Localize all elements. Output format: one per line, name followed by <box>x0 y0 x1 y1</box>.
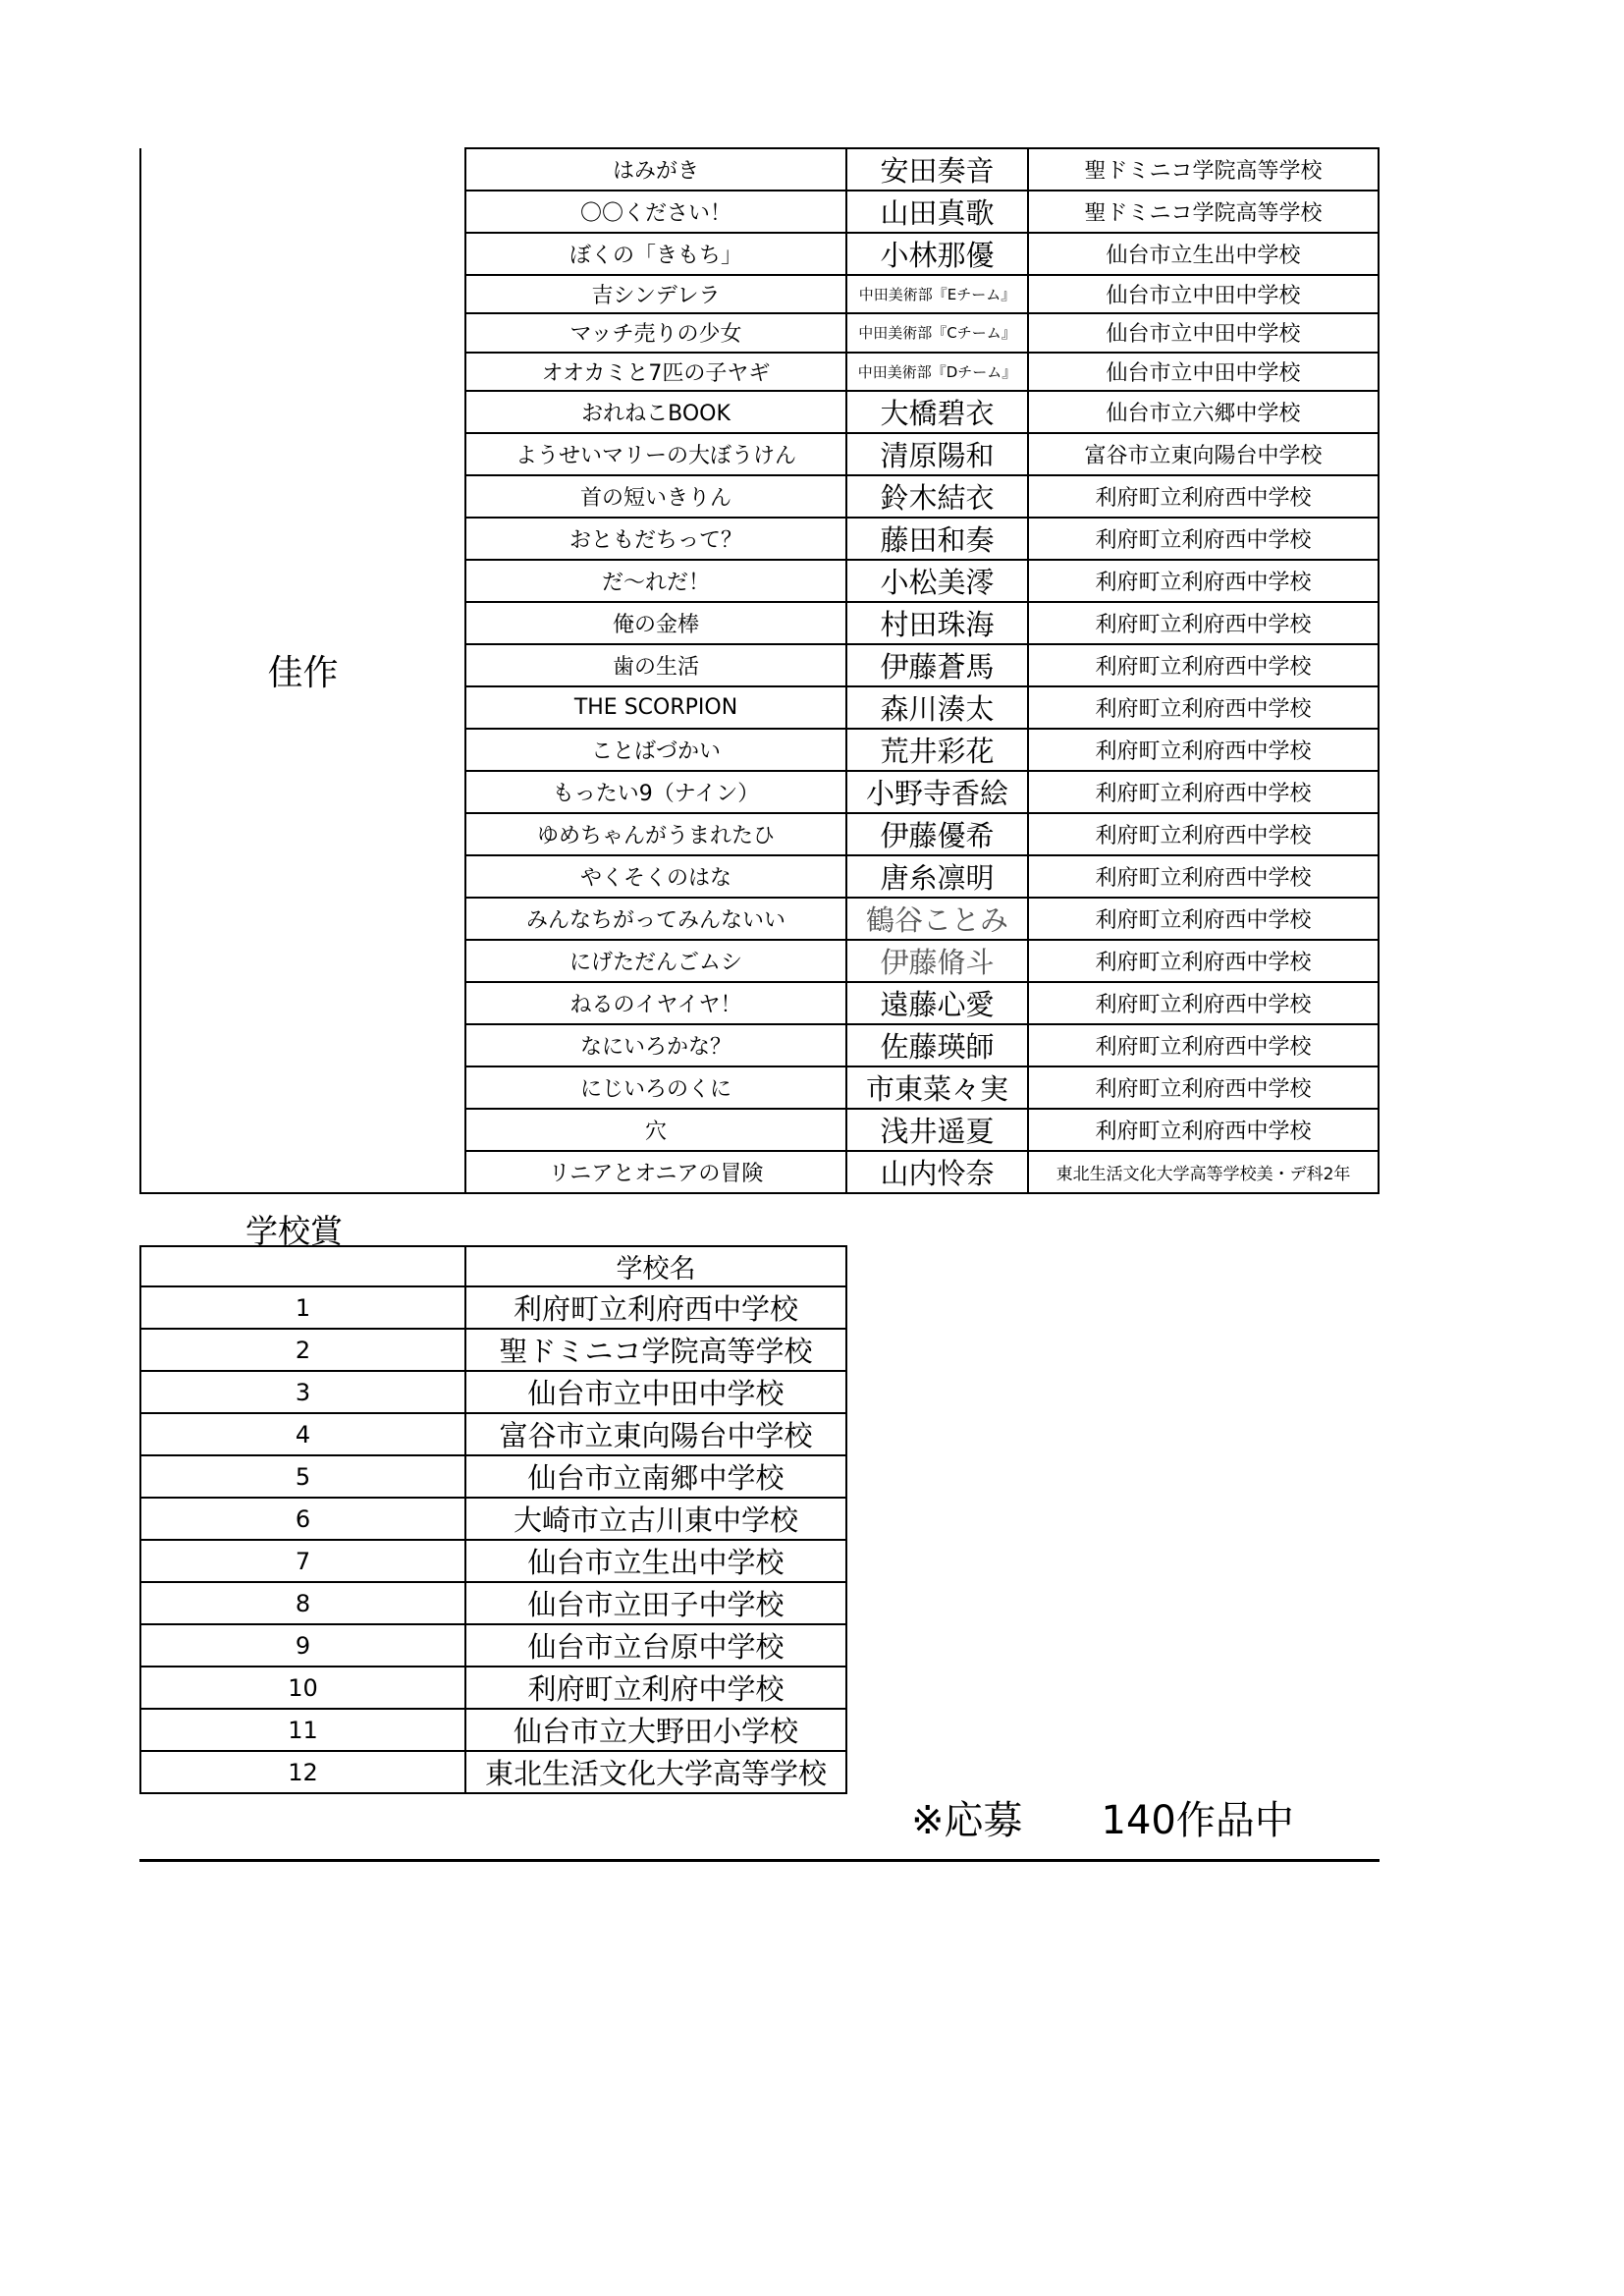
table-row <box>140 1582 846 1624</box>
work-title: にじいろのくに <box>465 1066 846 1109</box>
school-name: 仙台市立中田中学校 <box>465 1371 846 1413</box>
work-title: もったい9（ナイン） <box>465 771 846 813</box>
work-title: おともだちって？ <box>465 518 846 560</box>
school-name: 仙台市立生出中学校 <box>465 1540 846 1582</box>
author-name: 小林那優 <box>846 233 1028 275</box>
author-name: 中田美術部『Cチーム』 <box>846 313 1028 352</box>
school-name: 利府町立利府西中学校 <box>1028 560 1379 602</box>
school-name: 利府町立利府西中学校 <box>1028 1109 1379 1151</box>
author-name: 鈴木結衣 <box>846 475 1028 518</box>
table-row <box>140 1455 846 1498</box>
table-row <box>140 1329 846 1371</box>
school-name: 聖ドミニコ学院高等学校 <box>465 1329 846 1371</box>
author-name: 浅井遥夏 <box>846 1109 1028 1151</box>
school-rank: 2 <box>140 1329 465 1371</box>
school-name: 仙台市立南郷中学校 <box>465 1455 846 1498</box>
work-title: おれねこBOOK <box>465 391 846 433</box>
school-name: 仙台市立田子中学校 <box>465 1582 846 1624</box>
bottom-rule <box>139 1859 1380 1862</box>
work-title: 首の短いきりん <box>465 475 846 518</box>
work-title: なにいろかな？ <box>465 1024 846 1066</box>
school-name: 富谷市立東向陽台中学校 <box>1028 433 1379 475</box>
school-award-table <box>139 1245 847 1794</box>
school-name: 大崎市立古川東中学校 <box>465 1498 846 1540</box>
author-name: 藤田和奏 <box>846 518 1028 560</box>
table-row <box>140 1540 846 1582</box>
table-row <box>140 1498 846 1540</box>
author-name: 村田珠海 <box>846 602 1028 644</box>
work-title: リニアとオニアの冒険 <box>465 1151 846 1193</box>
table-row <box>140 148 1379 191</box>
award-category-label: 佳作 <box>140 148 465 1193</box>
work-title: ことばづかい <box>465 729 846 771</box>
table-row <box>140 1286 846 1329</box>
school-name: 利府町立利府西中学校 <box>1028 518 1379 560</box>
school-name: 仙台市立中田中学校 <box>1028 353 1379 391</box>
work-title: やくそくのはな <box>465 855 846 898</box>
author-name: 伊藤脩斗 <box>846 940 1028 982</box>
author-name: 安田奏音 <box>846 148 1028 191</box>
school-rank: 3 <box>140 1371 465 1413</box>
school-name: 東北生活文化大学高等学校美・デ科2年 <box>1028 1151 1379 1193</box>
school-name: 仙台市立台原中学校 <box>465 1624 846 1667</box>
school-name: 仙台市立六郷中学校 <box>1028 391 1379 433</box>
school-rank: 10 <box>140 1667 465 1709</box>
school-name: 利府町立利府西中学校 <box>1028 686 1379 729</box>
school-name: 利府町立利府西中学校 <box>1028 475 1379 518</box>
school-name: 利府町立利府西中学校 <box>1028 602 1379 644</box>
school-name: 東北生活文化大学高等学校 <box>465 1751 846 1793</box>
school-name: 利府町立利府西中学校 <box>1028 771 1379 813</box>
school-rank: 12 <box>140 1751 465 1793</box>
author-name: 森川湊太 <box>846 686 1028 729</box>
table-row <box>140 1751 846 1793</box>
work-title: ゆめちゃんがうまれたひ <box>465 813 846 855</box>
author-name: 小松美澪 <box>846 560 1028 602</box>
author-name: 中田美術部『Dチーム』 <box>846 353 1028 391</box>
school-name: 利府町立利府西中学校 <box>1028 1066 1379 1109</box>
author-name: 佐藤瑛師 <box>846 1024 1028 1066</box>
work-title: みんなちがってみんないい <box>465 898 846 940</box>
table-row <box>140 1413 846 1455</box>
school-rank: 1 <box>140 1286 465 1329</box>
school-rank: 7 <box>140 1540 465 1582</box>
work-title: 穴 <box>465 1109 846 1151</box>
school-name: 利府町立利府西中学校 <box>1028 813 1379 855</box>
school-name: 利府町立利府西中学校 <box>1028 644 1379 686</box>
rank-column-header <box>140 1246 465 1286</box>
honorable-mention-table <box>139 147 1380 1194</box>
school-name: 利府町立利府西中学校 <box>1028 1024 1379 1066</box>
school-award-header-row <box>140 1246 846 1286</box>
work-title: 歯の生活 <box>465 644 846 686</box>
work-title: ぼくの「きもち」 <box>465 233 846 275</box>
work-title: THE SCORPION <box>465 686 846 729</box>
work-title: 俺の金棒 <box>465 602 846 644</box>
school-rank: 6 <box>140 1498 465 1540</box>
school-name: 富谷市立東向陽台中学校 <box>465 1413 846 1455</box>
entries-count-note: ※応募 140作品中 <box>911 1798 1294 1843</box>
author-name: 中田美術部『Eチーム』 <box>846 275 1028 313</box>
school-rank: 8 <box>140 1582 465 1624</box>
author-name: 大橋碧衣 <box>846 391 1028 433</box>
school-rank: 9 <box>140 1624 465 1667</box>
school-name: 仙台市立中田中学校 <box>1028 313 1379 352</box>
table-row <box>140 1667 846 1709</box>
work-title: だ～れだ！ <box>465 560 846 602</box>
school-name: 利府町立利府西中学校 <box>465 1286 846 1329</box>
school-name: 利府町立利府西中学校 <box>1028 898 1379 940</box>
author-name: 鶴谷ことみ <box>846 898 1028 940</box>
author-name: 小野寺香絵 <box>846 771 1028 813</box>
school-name: 利府町立利府西中学校 <box>1028 940 1379 982</box>
author-name: 山内怜奈 <box>846 1151 1028 1193</box>
work-title: ねるのイヤイヤ！ <box>465 982 846 1024</box>
school-name: 利府町立利府西中学校 <box>1028 982 1379 1024</box>
work-title: マッチ売りの少女 <box>465 313 846 352</box>
work-title: 〇〇ください！ <box>465 191 846 233</box>
author-name: 伊藤優希 <box>846 813 1028 855</box>
school-name: 利府町立利府中学校 <box>465 1667 846 1709</box>
school-name: 聖ドミニコ学院高等学校 <box>1028 148 1379 191</box>
work-title: 吉シンデレラ <box>465 275 846 313</box>
school-name-column-header: 学校名 <box>465 1246 846 1286</box>
table-row <box>140 1709 846 1751</box>
work-title: オオカミと7匹の子ヤギ <box>465 353 846 391</box>
work-title: はみがき <box>465 148 846 191</box>
author-name: 遠藤心愛 <box>846 982 1028 1024</box>
table-row <box>140 1624 846 1667</box>
school-rank: 5 <box>140 1455 465 1498</box>
school-name: 仙台市立大野田小学校 <box>465 1709 846 1751</box>
work-title: にげただんごムシ <box>465 940 846 982</box>
author-name: 荒井彩花 <box>846 729 1028 771</box>
school-name: 利府町立利府西中学校 <box>1028 729 1379 771</box>
school-name: 利府町立利府西中学校 <box>1028 855 1379 898</box>
work-title: ようせいマリーの大ぼうけん <box>465 433 846 475</box>
school-award-heading: 学校賞 <box>245 1212 343 1250</box>
school-name: 仙台市立中田中学校 <box>1028 275 1379 313</box>
honorable-mention-table-body <box>140 148 1379 1193</box>
school-award-table-body <box>140 1286 846 1793</box>
school-rank: 4 <box>140 1413 465 1455</box>
author-name: 唐糸凛明 <box>846 855 1028 898</box>
school-rank: 11 <box>140 1709 465 1751</box>
author-name: 山田真歌 <box>846 191 1028 233</box>
author-name: 清原陽和 <box>846 433 1028 475</box>
school-name: 聖ドミニコ学院高等学校 <box>1028 191 1379 233</box>
table-row <box>140 1371 846 1413</box>
school-name: 仙台市立生出中学校 <box>1028 233 1379 275</box>
author-name: 市東菜々実 <box>846 1066 1028 1109</box>
author-name: 伊藤蒼馬 <box>846 644 1028 686</box>
